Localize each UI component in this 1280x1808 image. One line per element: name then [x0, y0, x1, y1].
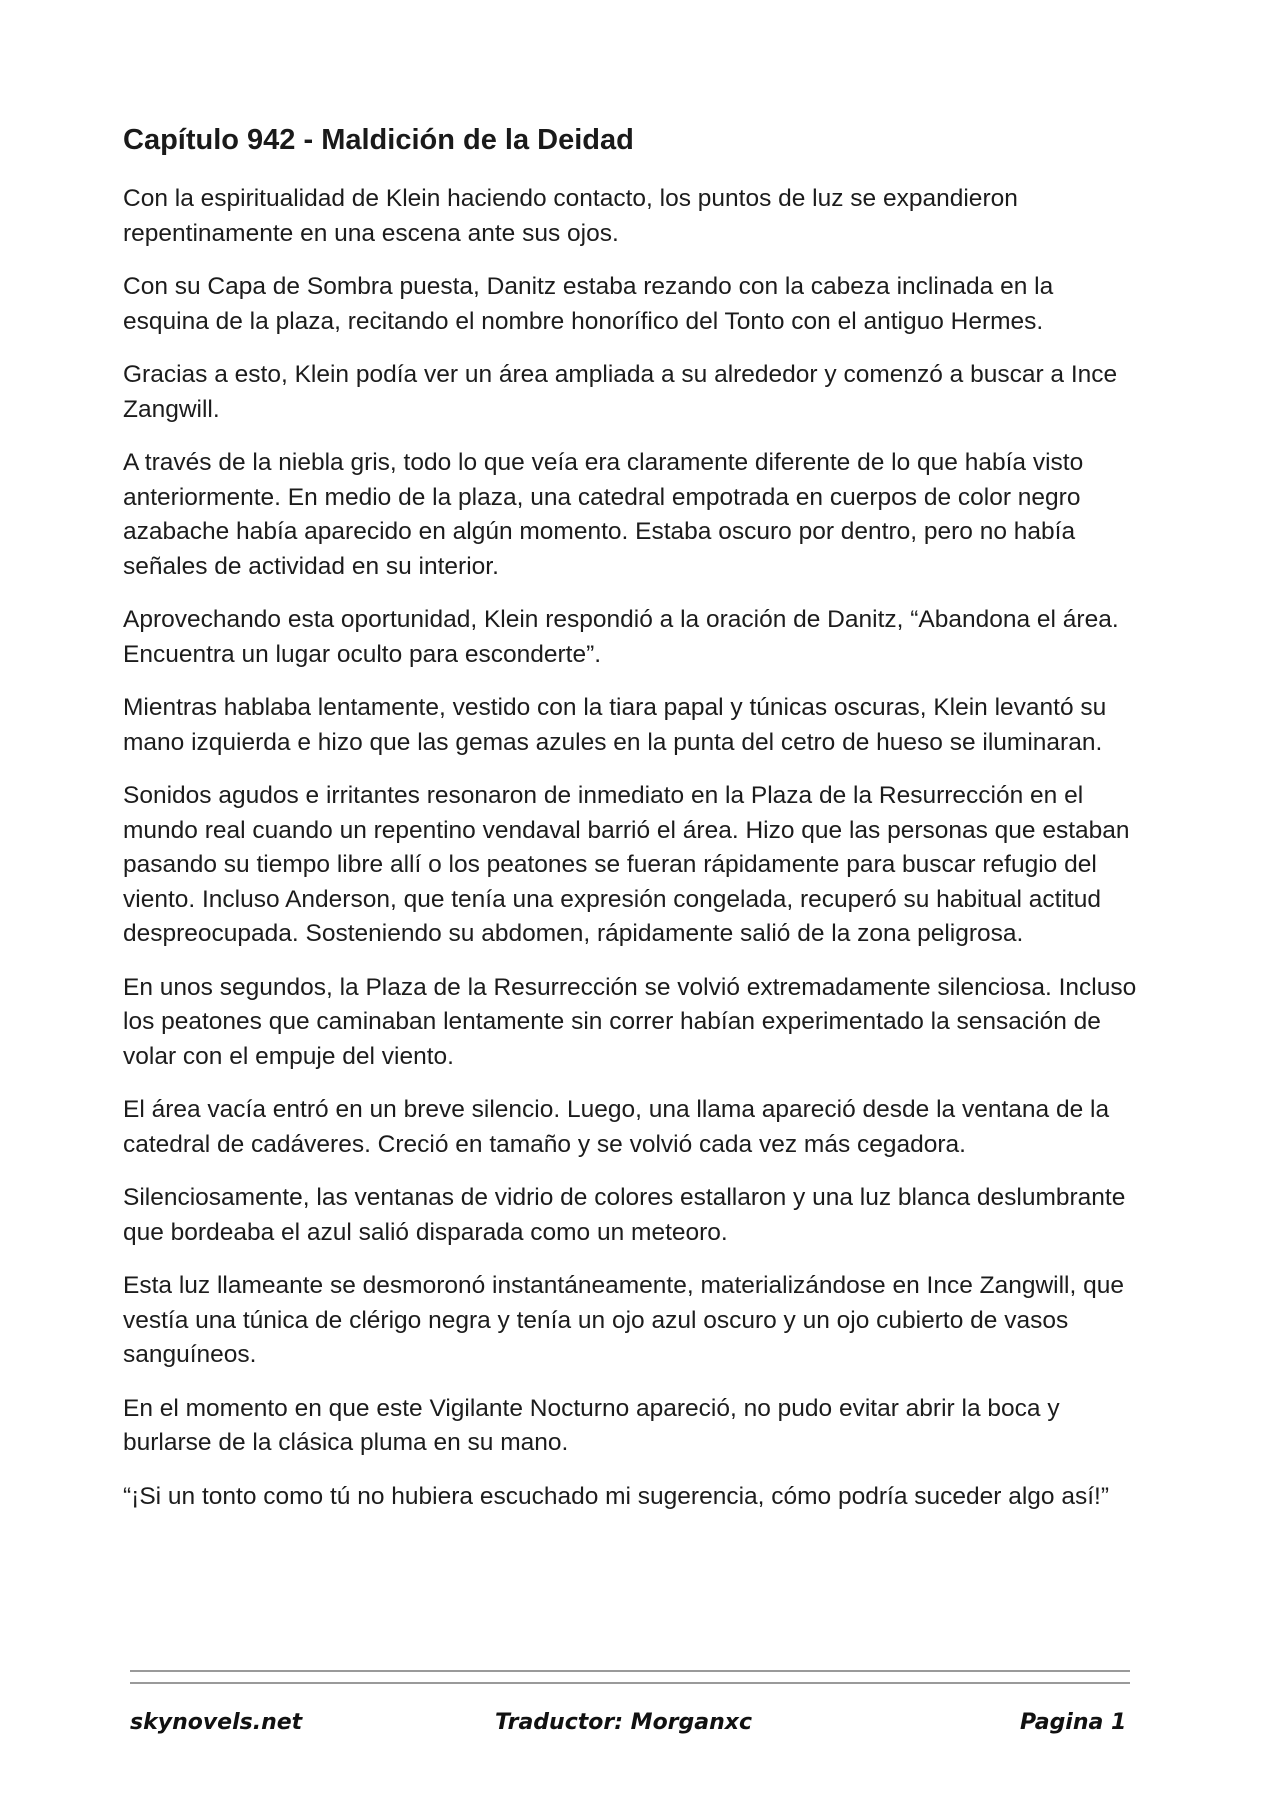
- paragraph: En el momento en que este Vigilante Nocturno apareció, no pudo evitar abrir la boca y burlarse de la clásica pluma en su mano.: [123, 1394, 1060, 1456]
- paragraph: Sonidos agudos e irritantes resonaron de inmediato en la Plaza de la Resurrección en el mundo real cuando un repentino vendaval barrió el área. Hizo que las personas que estaban pasando su tiempo libre allí o los peatones se fueran rápidamente para buscar refugio del viento. Incluso Anderson, que tenía una expresión congelada, recuperó su habitual actitud despreocupada. Sosteniendo su abdomen, rápidamente salió de la zona peligrosa.: [123, 782, 1130, 947]
- page-footer: [0, 1710, 1280, 1750]
- paragraph: Mientras hablaba lentamente, vestido con la tiara papal y túnicas oscuras, Klein levantó su mano izquierda e hizo que las gemas azules en la punta del cetro de hueso se iluminaran.: [123, 694, 1107, 756]
- paragraph: Aprovechando esta oportunidad, Klein respondió a la oración de Danitz, “Abandona el área. Encuentra un lugar oculto para esconderte”.: [123, 606, 1119, 668]
- paragraph: A través de la niebla gris, todo lo que veía era claramente diferente de lo que había visto anteriormente. En medio de la plaza, una catedral empotrada en cuerpos de color negro azabache había aparecido en algún momento. Estaba oscuro por dentro, pero no había señales de actividad en su interior.: [123, 449, 1084, 580]
- paragraph: El área vacía entró en un breve silencio. Luego, una llama apareció desde la ventana de la catedral de cadáveres. Creció en tamaño y se volvió cada vez más cegadora.: [123, 1096, 1110, 1158]
- paragraph: Con la espiritualidad de Klein haciendo contacto, los puntos de luz se expandieron repentinamente en una escena ante sus ojos.: [123, 185, 1018, 247]
- footer-divider: [130, 1670, 1130, 1672]
- paragraph: En unos segundos, la Plaza de la Resurrección se volvió extremadamente silenciosa. Incluso los peatones que caminaban lentamente sin correr habían experimentado la sensación de volar con el empuje del viento.: [123, 973, 1137, 1070]
- footer-site-name: skynovels.net: [130, 1710, 303, 1735]
- paragraph: Silenciosamente, las ventanas de vidrio de colores estallaron y una luz blanca deslumbrante que bordeaba el azul salió disparada como un meteoro.: [123, 1184, 1126, 1246]
- footer-divider: [130, 1682, 1130, 1684]
- footer-translator: Traductor: Morganxc: [495, 1710, 753, 1735]
- document-body: [123, 120, 1143, 1533]
- footer-page-number: Pagina 1: [1020, 1710, 1127, 1735]
- chapter-title: Capítulo 942 - Maldición de la Deidad: [123, 124, 634, 156]
- paragraph: “¡Si un tonto como tú no hubiera escuchado mi sugerencia, cómo podría suceder algo así!”: [123, 1482, 1109, 1510]
- paragraph: Esta luz llameante se desmoronó instantáneamente, materializándose en Ince Zangwill, que vestía una túnica de clérigo negra y tenía un ojo azul oscuro y un ojo cubierto de vasos sanguíneos.: [123, 1272, 1124, 1368]
- paragraph: Gracias a esto, Klein podía ver un área ampliada a su alrededor y comenzó a buscar a Ince Zangwill.: [123, 361, 1118, 423]
- paragraph: Con su Capa de Sombra puesta, Danitz estaba rezando con la cabeza inclinada en la esquina de la plaza, recitando el nombre honorífico del Tonto con el antiguo Hermes.: [123, 273, 1054, 335]
